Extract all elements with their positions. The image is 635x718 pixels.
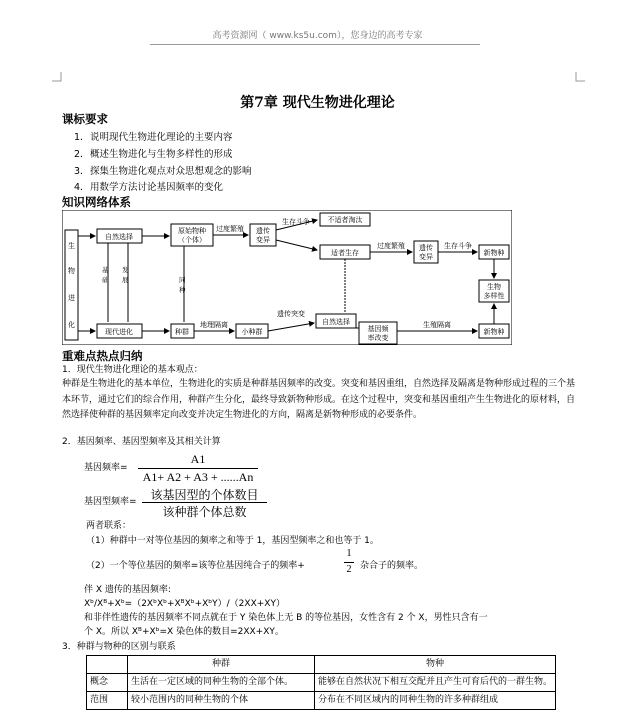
requirement-item-1: 1．说明现代生物进化理论的主要内容 <box>74 132 233 143</box>
diagram-gene-freq-line1: 基因频 <box>367 325 389 333</box>
diagram-biodiversity-line2: 多样性 <box>483 292 505 300</box>
corner-mark-top-left <box>52 72 62 82</box>
requirement-item-2: 2．概述生物进化与生物多样性的形成 <box>74 149 233 160</box>
table-cell: 分布在不同区域内的同种生物的许多种群组成 <box>315 692 556 710</box>
table-row <box>87 674 556 692</box>
diagram-left-label-4: 化 <box>68 321 75 329</box>
half-numerator: 1 <box>346 548 352 559</box>
xlinked-body-1: 和非伴性遗传的基因频率不同点就在于 Y 染色体上无 B 的等位基因，女性含有 2 个 X，男性只含有一 <box>84 613 488 623</box>
half-denominator: 2 <box>346 564 352 575</box>
diagram-reproductive-isolation: 生殖隔离 <box>423 321 451 329</box>
knowledge-network-diagram <box>62 210 512 345</box>
table-cell: 概念 <box>87 674 128 692</box>
section-knowledge-network: 知识网络体系 <box>62 195 131 209</box>
page-header: 高考资源网（ www.ks5u.com），您身边的高考专家 <box>212 31 423 41</box>
diagram-natural-selection: 自然选择 <box>105 233 133 241</box>
gene-freq-fraction-bar <box>138 468 258 469</box>
relation-item-2-a: （2）一个等位基因的频率=该等位基因纯合子的频率+ <box>86 561 305 571</box>
requirement-item-3: 3．探集生物进化观点对众思想观念的影响 <box>74 166 252 177</box>
table-cell: 能够在自然状况下相互交配并且产生可育后代的一群生物。 <box>315 674 556 692</box>
genotype-freq-denominator: 该种群个体总数 <box>162 505 247 519</box>
diagram-species-line1: 原始物种 <box>178 227 206 235</box>
genotype-freq-label: 基因型频率= <box>84 497 137 507</box>
table-header-cell: 种群 <box>128 656 315 674</box>
diagram-modern-evolution: 现代进化 <box>105 328 133 336</box>
diagram-new-species-2: 新物种 <box>483 328 505 336</box>
diagram-left-label-1: 生 <box>68 242 75 250</box>
diagram-fit-survive: 适者生存 <box>331 249 359 257</box>
diagram-species-line2: （个体） <box>178 236 206 244</box>
diagram-overbreed: 过度繁殖 <box>216 225 244 233</box>
table-header-cell <box>87 656 128 674</box>
genotype-freq-numerator: 该基因型的个体数目 <box>150 488 259 502</box>
xlinked-formula: Xᵇ/Xᴮ+Xᵇ=（2XᵇXᵇ+XᴮXᵇ+XᵇY）/（2XX+XY） <box>84 599 285 609</box>
table-header-row <box>87 656 556 674</box>
section-key-points: 重难点热点归纳 <box>62 349 143 363</box>
gene-freq-label: 基因频率= <box>84 463 128 473</box>
diagram-same-2: 种 <box>179 286 186 294</box>
population-species-table <box>86 655 556 710</box>
diagram-var2-line2: 变异 <box>419 253 433 261</box>
relation-item-1: （1）种群中一对等位基因的频率之和等于 1，基因型频率之和也等于 1。 <box>86 536 379 546</box>
relation-item-2-b: 杂合子的频率。 <box>360 561 424 571</box>
diagram-mutation: 遗传突变 <box>277 310 305 318</box>
diagram-dev-1: 发 <box>122 266 129 274</box>
table-cell: 较小范围内的同种生物的个体 <box>128 692 315 710</box>
diagram-var2-line1: 遗传 <box>419 244 433 252</box>
diagram-var-line2: 变异 <box>256 236 270 244</box>
diagram-var-line1: 遗传 <box>256 227 270 235</box>
diagram-left-label-2: 物 <box>68 267 75 275</box>
diagram-dev-2: 展 <box>122 276 129 284</box>
diagram-natural-selection-2: 自然选择 <box>322 318 350 326</box>
table-cell: 范围 <box>87 692 128 710</box>
diagram-population: 种群 <box>175 328 189 336</box>
diagram-biodiversity-line1: 生物 <box>487 283 501 291</box>
table-row <box>87 692 556 710</box>
xlinked-body-2: 个 X。所以 Xᴮ+Xᵇ=X 染色体的数目=2XX+XY。 <box>84 627 284 637</box>
gene-freq-numerator: A1 <box>190 452 206 466</box>
chapter-title: 第7章 现代生物进化理论 <box>240 95 395 111</box>
point-3-title: 3．种群与物种的区别与联系 <box>62 642 176 652</box>
diagram-geo-isolation: 地理隔离 <box>200 321 228 329</box>
diagram-unfit: 不适者淘汰 <box>327 216 363 224</box>
diagram-struggle-2: 生存斗争 <box>444 242 472 250</box>
header-rule <box>150 44 480 45</box>
diagram-overbreed-2: 过度繁殖 <box>377 242 405 250</box>
section-requirements: 课标要求 <box>62 112 108 126</box>
xlinked-title: 伴 X 遗传的基因频率: <box>84 585 171 595</box>
corner-mark-top-right <box>575 72 585 82</box>
diagram-small-population: 小种群 <box>241 328 263 336</box>
point-1-body: 种群是生物进化的基本单位，生物进化的实质是种群基因频率的改变。突变和基因重组，自然选择及隔离是物种形成过程的三个基本环节，通过它们的综合作用，种群产生分化，最终导致新物种形成。在这个过程中，突变和基因重组产生生物进化的原材料，自然选择使种群的基因频率定向改变并决定生物进化的方向，隔离是新物种形成的必要条件。 <box>62 379 576 420</box>
diagram-gene-freq-line2: 率改变 <box>367 334 389 342</box>
diagram-basis-2: 础 <box>102 276 109 284</box>
table-header-cell: 物种 <box>315 656 556 674</box>
table-cell: 生活在一定区域的同种生物的全部个体。 <box>128 674 315 692</box>
diagram-left-label-3: 进 <box>68 294 75 302</box>
point-2-title: 2．基因频率、基因型频率及其相关计算 <box>62 437 221 447</box>
gene-freq-denominator: A1+ A2 + A3 + ......An <box>142 470 254 484</box>
diagram-basis-1: 基 <box>102 266 109 274</box>
diagram-struggle: 生存斗争 <box>282 218 310 226</box>
relation-title: 两者联系： <box>86 521 132 531</box>
requirement-item-4: 4．用数学方法讨论基因频率的变化 <box>74 182 224 193</box>
diagram-same-1: 同 <box>179 276 186 284</box>
diagram-new-species: 新物种 <box>483 249 505 257</box>
point-1-title: 1．现代生物进化理论的基本观点： <box>62 365 203 375</box>
half-fraction-bar <box>344 562 354 563</box>
